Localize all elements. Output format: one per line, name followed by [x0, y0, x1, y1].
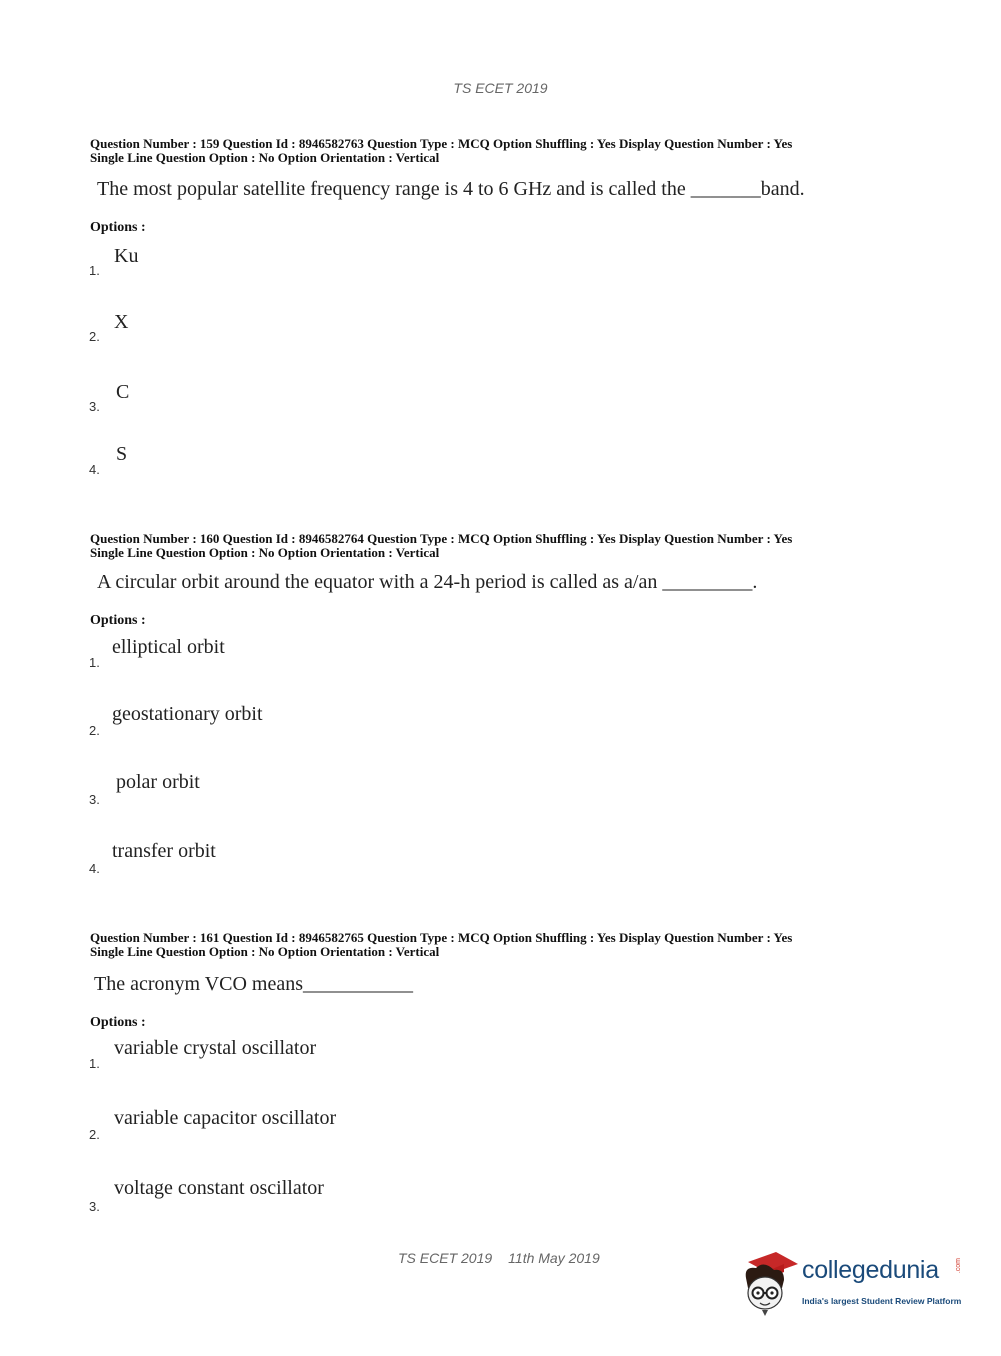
option-number: 1. [89, 1056, 100, 1071]
question-text: The most popular satellite frequency range is 4 to 6 GHz and is called the _______band. [97, 178, 805, 200]
logo-name: collegedunia [802, 1256, 939, 1284]
logo-tagline: India's largest Student Review Platform [802, 1296, 962, 1306]
collegedunia-logo[interactable] [740, 1248, 970, 1318]
option-number: 4. [89, 462, 100, 477]
page-footer [398, 1250, 600, 1266]
question-text: A circular orbit around the equator with a 24-h period is called as a/an _________. [97, 571, 758, 593]
options-label: Options : [90, 613, 146, 628]
option-text: C [116, 381, 130, 403]
option-number: 2. [89, 723, 100, 738]
option-text: geostationary orbit [112, 703, 263, 725]
page-header-title: TS ECET 2019 [453, 80, 548, 96]
option-text: voltage constant oscillator [114, 1177, 324, 1199]
question-meta [90, 137, 910, 165]
option-number: 2. [89, 329, 100, 344]
question-meta [90, 931, 910, 959]
option-number: 3. [89, 399, 100, 414]
options-label: Options : [90, 1015, 146, 1030]
option-text: S [116, 443, 128, 465]
option-text: transfer orbit [112, 840, 216, 862]
option-number: 1. [89, 263, 100, 278]
footer-exam-name: TS ECET 2019 [398, 1250, 493, 1266]
option-text: variable crystal oscillator [114, 1037, 317, 1059]
question-meta-line: Question Number : 161 Question Id : 8946582765 Question Type : MCQ Option Shuffling : Yes Display Question Number : Yes [90, 930, 793, 945]
option-text: elliptical orbit [112, 636, 225, 658]
option-number: 3. [89, 1199, 100, 1214]
question-text: The acronym VCO means___________ [94, 973, 414, 995]
options-label: Options : [90, 220, 146, 235]
question-meta-line: Single Line Question Option : No Option Orientation : Vertical [90, 944, 440, 959]
logo-suffix: .com [955, 1258, 962, 1274]
question-meta-line: Single Line Question Option : No Option Orientation : Vertical [90, 150, 440, 165]
question-meta-line: Question Number : 160 Question Id : 8946582764 Question Type : MCQ Option Shuffling : Yes Display Question Number : Yes [90, 531, 793, 546]
option-number: 2. [89, 1127, 100, 1142]
footer-exam-date: 11th May 2019 [508, 1250, 600, 1266]
mascot-icon [740, 1248, 800, 1318]
option-text: X [114, 311, 129, 333]
option-text: Ku [114, 245, 139, 267]
option-number: 4. [89, 861, 100, 876]
question-meta [90, 532, 910, 560]
question-meta-line: Question Number : 159 Question Id : 8946582763 Question Type : MCQ Option Shuffling : Yes Display Question Number : Yes [90, 136, 793, 151]
question-meta-line: Single Line Question Option : No Option Orientation : Vertical [90, 545, 440, 560]
option-text: variable capacitor oscillator [114, 1107, 337, 1129]
option-number: 1. [89, 655, 100, 670]
option-number: 3. [89, 792, 100, 807]
option-text: polar orbit [116, 771, 200, 793]
